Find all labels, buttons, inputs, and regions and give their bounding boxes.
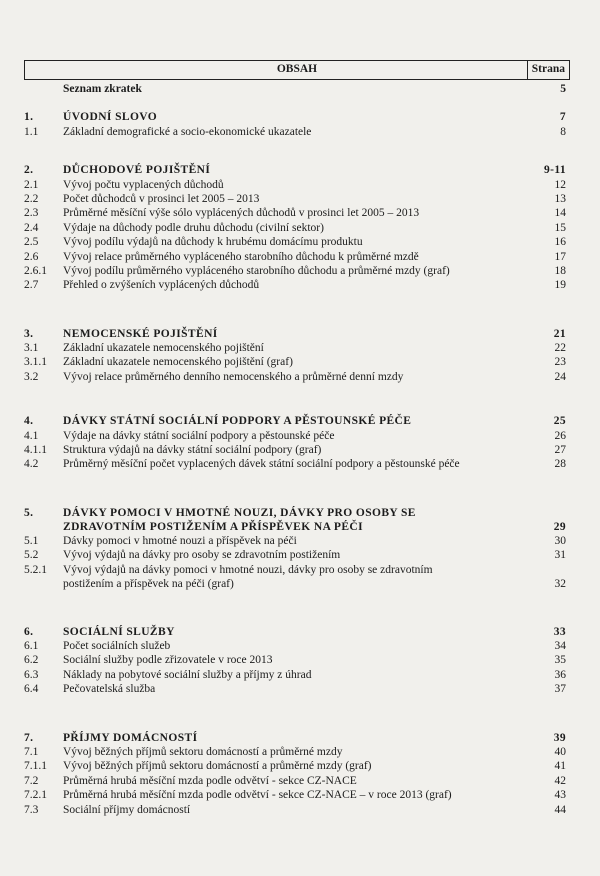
entry-page: 19: [554, 279, 566, 292]
entry-number: 2.7: [24, 279, 39, 292]
entry-number: 2.3: [24, 207, 39, 220]
entry-page: 42: [554, 774, 566, 787]
entry-page: 32: [554, 577, 566, 590]
chapter-number: 5.: [24, 506, 34, 519]
section-gap: [24, 472, 570, 506]
section-gap: [24, 293, 570, 327]
chapter-title: SOCIÁLNÍ SLUŽBY: [63, 625, 175, 638]
entry-page: 27: [554, 444, 566, 457]
entry-number: 2.4: [24, 221, 39, 234]
toc-entry-row[interactable]: [24, 457, 570, 471]
entry-title: Sociální služby podle zřizovatele v roce 2013: [63, 654, 273, 667]
entry-page: 24: [554, 370, 566, 383]
toc-entry-row[interactable]: [24, 534, 570, 548]
entry-page: 12: [554, 178, 566, 191]
chapter-row[interactable]: [24, 327, 570, 341]
entry-page: 8: [560, 125, 566, 138]
header-divider: [527, 61, 528, 79]
toc-entry-row[interactable]: [24, 264, 570, 278]
entry-number: 6.3: [24, 668, 39, 681]
entry-title: Výdaje na důchody podle druhu důchodu (civilní sektor): [63, 221, 324, 234]
chapter-title: DÁVKY POMOCI V HMOTNÉ NOUZI, DÁVKY PRO OSOBY SE ZDRAVOTNÍM POSTIŽENÍM A PŘÍSPĚVEK NA PÉČI: [63, 506, 416, 533]
entry-number: 3.2: [24, 370, 39, 383]
toc-entry-row[interactable]: [24, 178, 570, 192]
abbreviations-label: Seznam zkratek: [63, 83, 142, 95]
entry-number: 7.3: [24, 803, 39, 816]
entry-page: 44: [554, 803, 566, 816]
entry-page: 16: [554, 236, 566, 249]
entry-page: 14: [554, 207, 566, 220]
entry-number: 7.1.1: [24, 760, 47, 773]
chapter-page: 33: [553, 625, 566, 638]
entry-title: Přehled o zvýšeních vyplácených důchodů: [63, 279, 260, 292]
entry-title: Sociální příjmy domácností: [63, 803, 191, 816]
chapter-page: 29: [553, 520, 566, 533]
table-of-contents: [24, 60, 570, 817]
entry-number: 5.2.1: [24, 563, 47, 576]
entry-number: 2.5: [24, 236, 39, 249]
chapter-row[interactable]: [24, 414, 570, 428]
entry-page: 26: [554, 429, 566, 442]
toc-entry-row[interactable]: [24, 443, 570, 457]
toc-entry-row[interactable]: [24, 788, 570, 802]
entry-page: 30: [554, 534, 566, 547]
toc-entry-row[interactable]: [24, 341, 570, 355]
entry-title: Průměrná hrubá měsíční mzda podle odvětví - sekce CZ-NACE – v roce 2013 (graf): [63, 789, 452, 802]
entry-title: Pečovatelská služba: [63, 683, 156, 696]
entry-page: 17: [554, 250, 566, 263]
toc-header: [24, 60, 570, 80]
entry-number: 6.4: [24, 683, 39, 696]
entry-page: 34: [554, 639, 566, 652]
entry-number: 7.2: [24, 774, 39, 787]
entry-title: Vývoj počtu vyplacených důchodů: [63, 178, 224, 191]
toc-entry-row[interactable]: [24, 429, 570, 443]
chapter-row[interactable]: [24, 731, 570, 745]
chapter-page: 9-11: [543, 164, 566, 177]
entry-number: 2.1: [24, 178, 39, 191]
toc-entry-row[interactable]: [24, 125, 570, 139]
entry-page: 23: [554, 356, 566, 369]
entry-page: 40: [554, 745, 566, 758]
entry-page: 36: [554, 668, 566, 681]
entry-title: Počet důchodců v prosinci let 2005 – 2013: [63, 192, 260, 205]
toc-entry-row[interactable]: [24, 563, 570, 591]
entry-page: 43: [554, 789, 566, 802]
toc-title: OBSAH: [276, 63, 318, 75]
chapter-number: 4.: [24, 415, 34, 428]
entry-title: Vývoj relace průměrného vypláceného starobního důchodu k průměrné mzdě: [63, 250, 419, 263]
toc-entry-row[interactable]: [24, 370, 570, 384]
chapter-row[interactable]: [24, 625, 570, 639]
entry-number: 4.2: [24, 458, 39, 471]
entry-title: Vývoj výdajů na dávky pomoci v hmotné nouzi, dávky pro osoby se zdravotním postižením a příspěvek na péči (graf): [63, 563, 433, 590]
entry-page: 15: [554, 221, 566, 234]
entry-number: 3.1: [24, 342, 39, 355]
entry-title: Vývoj běžných příjmů sektoru domácností a průměrné mzdy: [63, 745, 343, 758]
entry-title: Základní demografické a socio-ekonomické ukazatele: [63, 125, 312, 138]
entry-page: 31: [554, 549, 566, 562]
toc-entry-row[interactable]: [24, 682, 570, 696]
toc-entry-row[interactable]: [24, 221, 570, 235]
entry-title: Základní ukazatele nemocenského pojištění: [63, 342, 264, 355]
chapter-page: 21: [553, 327, 566, 340]
entry-number: 5.2: [24, 549, 39, 562]
chapter-title: PŘÍJMY DOMÁCNOSTÍ: [63, 731, 198, 744]
entry-page: 22: [554, 342, 566, 355]
entry-title: Počet sociálních služeb: [63, 639, 171, 652]
entry-number: 7.2.1: [24, 789, 47, 802]
chapter-row[interactable]: [24, 110, 570, 124]
entry-title: Průměrná hrubá měsíční mzda podle odvětví - sekce CZ-NACE: [63, 774, 357, 787]
entry-title: Výdaje na dávky státní sociální podpory a pěstounské péče: [63, 429, 335, 442]
entry-title: Průměrný měsíční počet vyplacených dávek státní sociální podpory a pěstounské péče: [63, 458, 460, 471]
abbreviations-page: 5: [560, 83, 566, 95]
entry-title: Základní ukazatele nemocenského pojištění (graf): [63, 356, 293, 369]
entry-number: 6.1: [24, 639, 39, 652]
chapter-number: 3.: [24, 327, 34, 340]
entry-number: 4.1: [24, 429, 39, 442]
section-gap: [24, 591, 570, 625]
toc-entry-row[interactable]: [24, 355, 570, 369]
entry-page: 28: [554, 458, 566, 471]
toc-entry-row[interactable]: [24, 745, 570, 759]
entry-number: 2.6: [24, 250, 39, 263]
entry-number: 2.6.1: [24, 264, 47, 277]
toc-entry-row[interactable]: [24, 278, 570, 292]
toc-entry-row[interactable]: [24, 235, 570, 249]
chapter-title: NEMOCENSKÉ POJIŠTĚNÍ: [63, 327, 218, 340]
chapter-row[interactable]: [24, 506, 570, 534]
entry-number: 1.1: [24, 125, 39, 138]
entry-page: 41: [554, 760, 566, 773]
section-gap: [24, 139, 570, 163]
entry-title: Náklady na pobytové sociální služby a příjmy z úhrad: [63, 668, 312, 681]
section-gap: [24, 384, 570, 414]
entry-page: 35: [554, 654, 566, 667]
section-gap: [24, 96, 570, 110]
page-column-label: Strana: [531, 63, 565, 75]
entry-page: 37: [554, 683, 566, 696]
chapter-title: DŮCHODOVÉ POJIŠTĚNÍ: [63, 164, 211, 177]
chapter-number: 2.: [24, 164, 34, 177]
chapter-row[interactable]: [24, 163, 570, 177]
entry-number: 2.2: [24, 192, 39, 205]
entry-number: 3.1.1: [24, 356, 47, 369]
chapter-number: 1.: [24, 111, 34, 124]
section-gap: [24, 697, 570, 731]
toc-entry-row[interactable]: [24, 639, 570, 653]
entry-title: Dávky pomoci v hmotné nouzi a příspěvek na péči: [63, 534, 297, 547]
entry-title: Vývoj výdajů na dávky pro osoby se zdravotním postižením: [63, 549, 341, 562]
chapter-number: 7.: [24, 731, 34, 744]
entry-title: Struktura výdajů na dávky státní sociální podpory (graf): [63, 444, 322, 457]
chapter-page: 25: [553, 415, 566, 428]
entry-number: 7.1: [24, 745, 39, 758]
entry-number: 4.1.1: [24, 444, 47, 457]
entry-number: 6.2: [24, 654, 39, 667]
entry-title: Průměrné měsíční výše sólo vyplácených důchodů v prosinci let 2005 – 2013: [63, 207, 420, 220]
chapter-title: ÚVODNÍ SLOVO: [63, 111, 158, 124]
entry-title: Vývoj relace průměrného denního nemocenského a průměrné denní mzdy: [63, 370, 404, 383]
entry-title: Vývoj běžných příjmů sektoru domácností a průměrné mzdy (graf): [63, 760, 372, 773]
chapter-page: 39: [553, 731, 566, 744]
entry-number: 5.1: [24, 534, 39, 547]
toc-entry-row[interactable]: [24, 192, 570, 206]
toc-entry-row[interactable]: [24, 759, 570, 773]
chapter-number: 6.: [24, 625, 34, 638]
entry-title: Vývoj podílu průměrného vypláceného starobního důchodu a průměrné mzdy (graf): [63, 264, 450, 277]
entry-page: 18: [554, 264, 566, 277]
toc-entry-row[interactable]: [24, 548, 570, 562]
toc-entry-row[interactable]: [24, 668, 570, 682]
chapter-page: 7: [559, 111, 566, 124]
entry-title: Vývoj podílu výdajů na důchody k hrubému domácímu produktu: [63, 236, 363, 249]
toc-entry-row[interactable]: [24, 653, 570, 667]
chapter-title: DÁVKY STÁTNÍ SOCIÁLNÍ PODPORY A PĚSTOUNSKÉ PÉČE: [63, 415, 412, 428]
toc-entry-row[interactable]: [24, 803, 570, 817]
entry-page: 13: [554, 192, 566, 205]
abbreviations-row[interactable]: [24, 82, 570, 96]
toc-entry-row[interactable]: [24, 774, 570, 788]
toc-entry-row[interactable]: [24, 206, 570, 220]
toc-entry-row[interactable]: [24, 250, 570, 264]
